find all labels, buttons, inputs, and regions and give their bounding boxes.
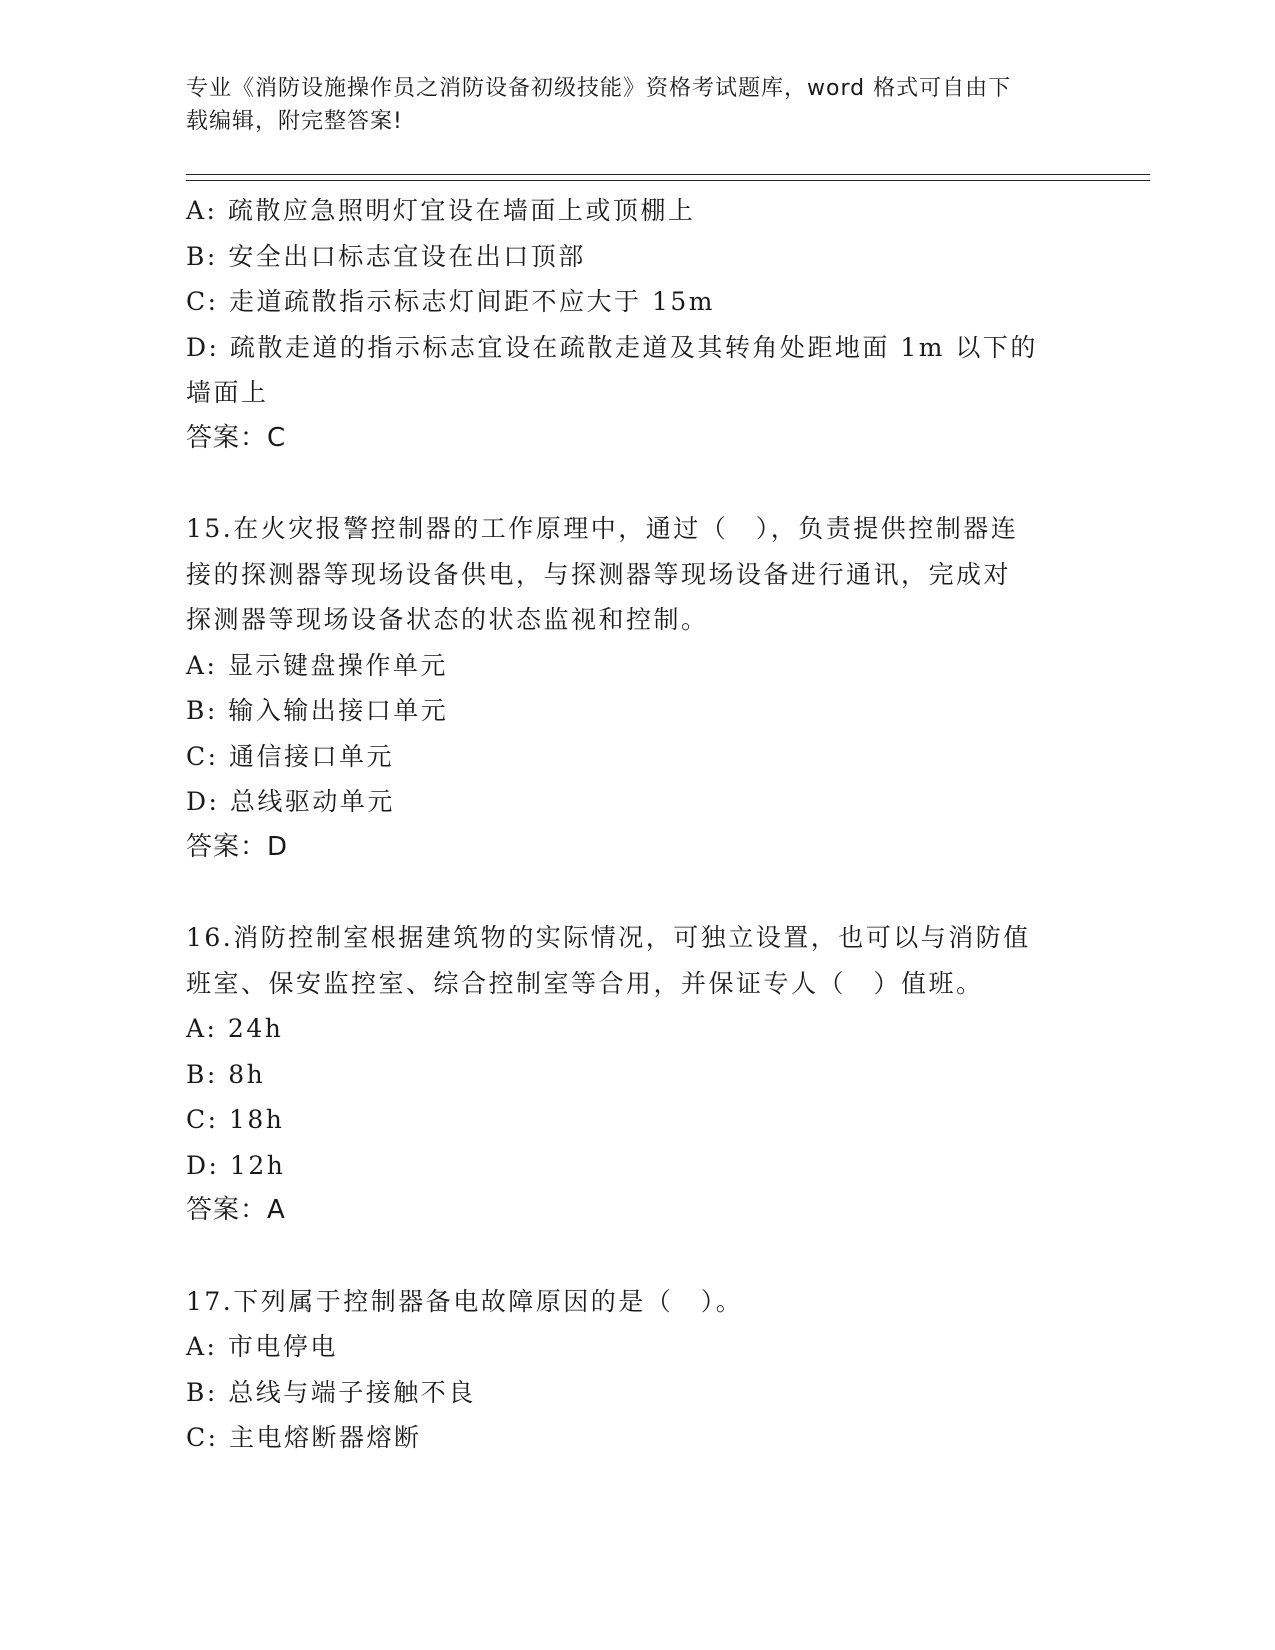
question-stem: 16.消防控制室根据建筑物的实际情况，可独立设置，也可以与消防值 [186, 923, 1031, 952]
question-list [186, 188, 1086, 1461]
option-c: C: 主电熔断器熔断 [186, 1423, 422, 1452]
answer: 答案：C [186, 422, 287, 453]
header-line-2: 载编辑，附完整答案! [186, 109, 403, 134]
option-c: C: 通信接口单元 [186, 741, 394, 771]
question-stem: 接的探测器等现场设备供电，与探测器等现场设备进行通讯，完成对 [186, 559, 1012, 589]
question-stem: 班室、保安监控室、综合控制室等合用，并保证专人（ ）值班。 [186, 968, 984, 998]
question-stem: 15.在火灾报警控制器的工作原理中，通过（ ），负责提供控制器连 [186, 514, 1019, 543]
option-c: C: 18h [186, 1105, 285, 1134]
option-c: C: 走道疏散指示标志灯间距不应大于 15m [186, 287, 715, 316]
option-d-continued: 墙面上 [186, 378, 269, 407]
question-16 [186, 915, 1086, 1234]
option-a: A: 疏散应急照明灯宜设在墙面上或顶棚上 [186, 196, 696, 225]
option-d: D: 12h [186, 1150, 286, 1180]
option-d: D: 疏散走道的指示标志宜设在疏散走道及其转角处距地面 1m 以下的 [186, 332, 1038, 362]
option-b: B: 8h [186, 1059, 266, 1089]
option-a: A: 市电停电 [186, 1332, 338, 1361]
question-15 [186, 506, 1086, 870]
option-a: A: 24h [186, 1014, 284, 1043]
answer: 答案：A [186, 1195, 286, 1225]
header-divider-top [186, 174, 1150, 175]
option-b: B: 总线与端子接触不良 [186, 1377, 476, 1407]
header-line-1: 专业《消防设施操作员之消防设备初级技能》资格考试题库，word 格式可自由下 [186, 76, 1012, 101]
answer: 答案：D [186, 831, 289, 862]
option-b: B: 安全出口标志宜设在出口顶部 [186, 241, 586, 271]
question-stem: 探测器等现场设备状态的状态监视和控制。 [186, 605, 709, 634]
question-14-continued [186, 188, 1086, 461]
option-b: B: 输入输出接口单元 [186, 696, 449, 725]
header-divider-bottom [186, 180, 1150, 181]
option-d: D: 总线驱动单元 [186, 787, 395, 816]
document-header [186, 72, 1066, 138]
option-a: A: 显示键盘操作单元 [186, 650, 448, 680]
question-stem: 17.下列属于控制器备电故障原因的是（ ）。 [186, 1286, 744, 1316]
question-17 [186, 1279, 1086, 1461]
